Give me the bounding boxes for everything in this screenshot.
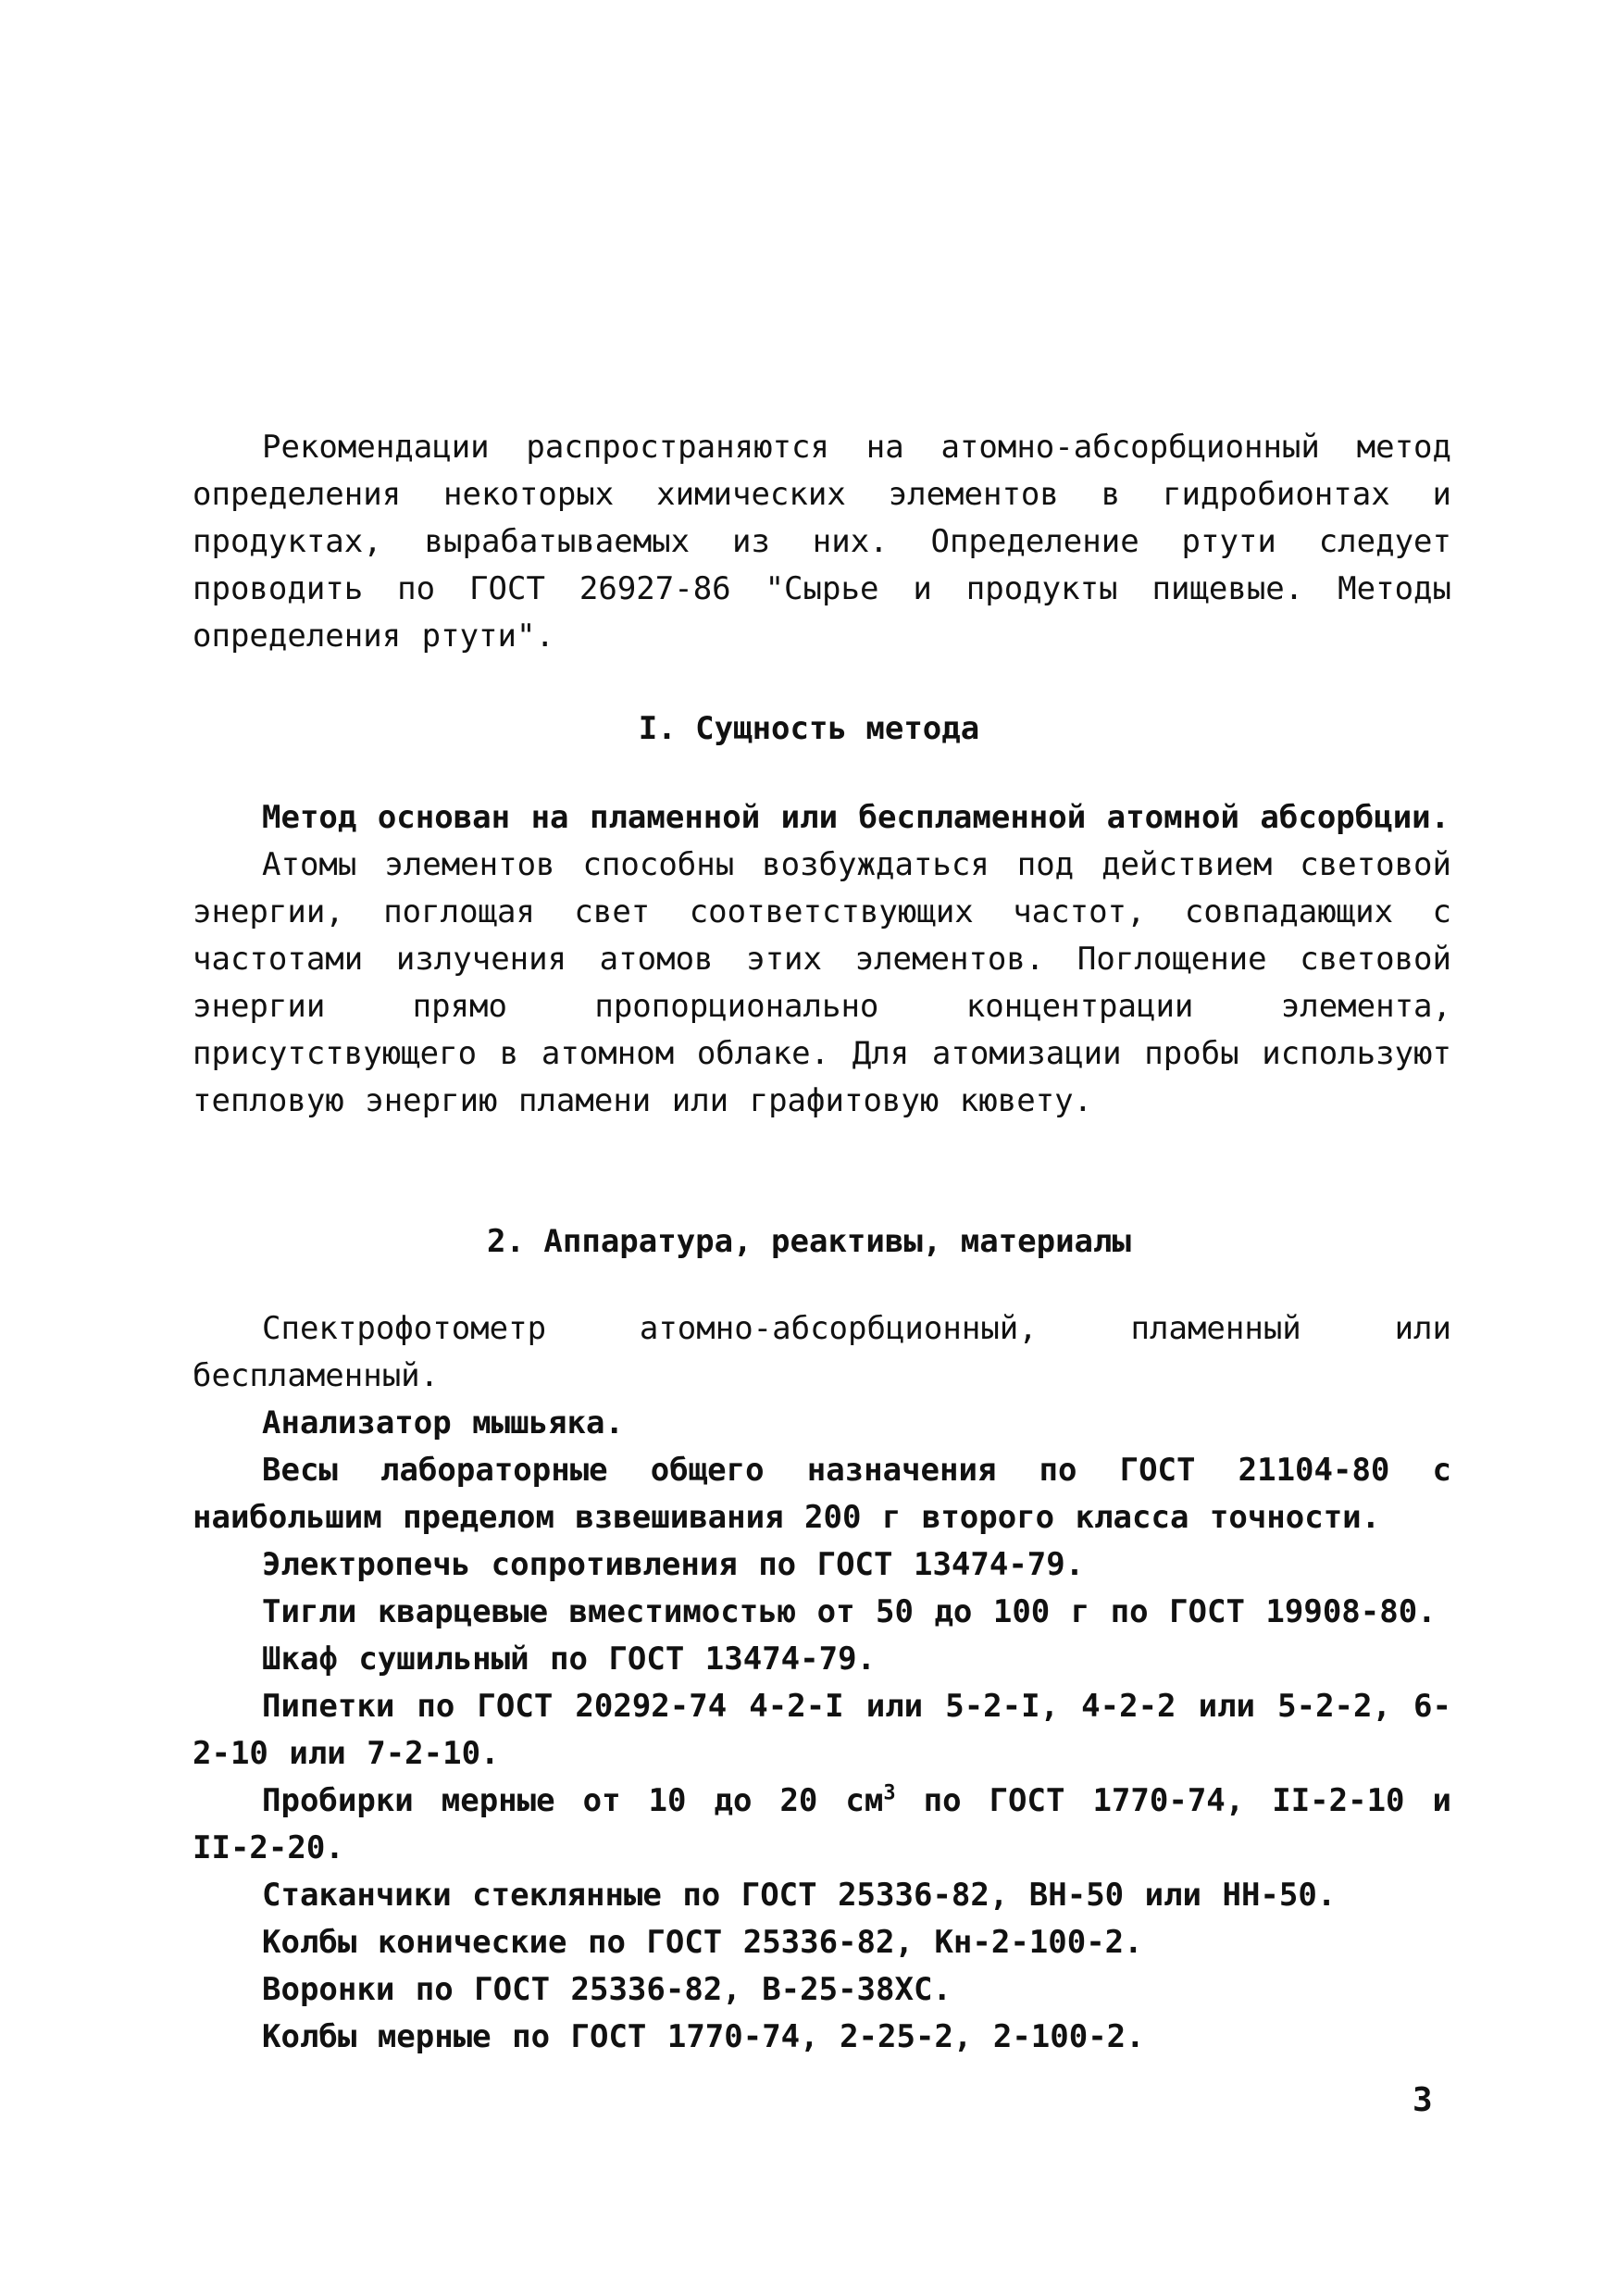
- section-1-heading: I. Сущность метода: [638, 710, 980, 747]
- tubes-text-before: Пробирки мерные от 10 до 20 см: [262, 1782, 884, 1819]
- tubes-text-after: по ГОСТ 1770-74, II-2-10 и II-2-20.: [193, 1782, 1452, 1866]
- intro-paragraph-block: [193, 424, 1451, 660]
- equipment-item: Пипетки по ГОСТ 20292-74 4-2-I или 5-2-I, 4-2-2 или 5-2-2, 6-2-10 или 7-2-10.: [193, 1688, 1451, 1772]
- equipment-item: Анализатор мышьяка.: [262, 1404, 624, 1441]
- equipment-item: Колбы мерные по ГОСТ 1770-74, 2-25-2, 2-100-2.: [262, 2018, 1145, 2055]
- equipment-item: Весы лабораторные общего назначения по ГОСТ 21104-80 с наибольшим пределом взвешивания 200 г второго класса точности.: [193, 1452, 1451, 1536]
- equipment-item: Воронки по ГОСТ 25336-82, В-25-38ХС.: [262, 1971, 952, 2008]
- section-1-paragraph: Атомы элементов способны возбуждаться под действием световой энергии, поглощая свет соответствующих частот, совпадающих с частотами излучения атомов этих элементов. Поглощение световой энергии прямо пропорционально концентрации элемента, присутствующего в атомном облаке. Для атомизации пробы используют тепловую энергию пламени или графитовую кювету.: [193, 846, 1451, 1119]
- section-1-body: [193, 794, 1451, 1125]
- page-number: 3: [1413, 2081, 1433, 2119]
- equipment-item: Шкаф сушильный по ГОСТ 13474-79.: [262, 1641, 877, 1678]
- equipment-item: Колбы конические по ГОСТ 25336-82, Кн-2-100-2.: [262, 1924, 1143, 1961]
- section-2-list: [193, 1305, 1451, 2061]
- equipment-item: Стаканчики стеклянные по ГОСТ 25336-82, ВН-50 или НН-50.: [262, 1877, 1337, 1914]
- equipment-item: Спектрофотометр атомно-абсорбционный, пламенный или беспламенный.: [193, 1310, 1451, 1394]
- equipment-item-tubes: [193, 1778, 1451, 1872]
- intro-paragraph: Рекомендации распространяются на атомно-абсорбционный метод определения некоторых химических элементов в гидробионтах и продуктах, вырабатываемых из них. Определение ртути следует проводить по ГОСТ 26927-86 "Сырье и продукты пищевые. Методы определения ртути".: [193, 429, 1451, 655]
- equipment-item: Тигли кварцевые вместимостью от 50 до 100 г по ГОСТ 19908-80.: [262, 1593, 1437, 1630]
- equipment-item: Электропечь сопротивления по ГОСТ 13474-79.: [262, 1546, 1085, 1583]
- section-2-heading: 2. Аппаратура, реактивы, материалы: [487, 1223, 1131, 1260]
- tubes-superscript: 3: [883, 1781, 896, 1805]
- section-1-paragraph: Метод основан на пламенной или беспламенной атомной абсорбции.: [262, 799, 1450, 836]
